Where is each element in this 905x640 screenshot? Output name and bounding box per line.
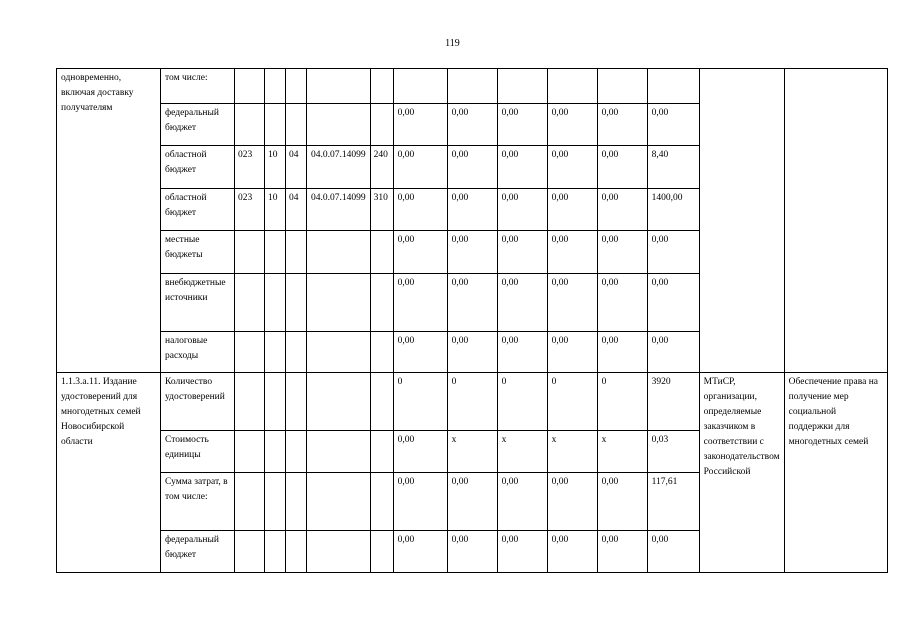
grbs-code: 023 (235, 189, 265, 231)
value-cell: 0,00 (447, 531, 497, 573)
grbs-code: 023 (235, 146, 265, 189)
value-cell: 0,00 (647, 104, 699, 146)
value-cell: 0,00 (393, 531, 447, 573)
value-cell: 0,00 (393, 189, 447, 231)
value-cell: х (497, 431, 547, 473)
value-cell: 0,00 (393, 332, 447, 373)
value-cell: 0,00 (447, 332, 497, 373)
value-cell: 0,00 (393, 473, 447, 531)
value-cell: 0,00 (547, 189, 597, 231)
csr-code (307, 332, 371, 373)
value-cell: 0 (597, 373, 647, 431)
rz-code: 10 (265, 189, 286, 231)
value-cell: 0,00 (597, 146, 647, 189)
value-cell: 0,00 (547, 146, 597, 189)
executor-cell: МТиСР, организации, определяемые заказчиком в соответствии с законодательством Российской (699, 373, 784, 573)
value-cell: 0,00 (447, 473, 497, 531)
pr-code (286, 274, 307, 332)
value-cell: 0,00 (393, 231, 447, 274)
grbs-code (235, 231, 265, 274)
value-cell: 0,00 (647, 231, 699, 274)
csr-code (307, 69, 371, 104)
vr-code (370, 104, 393, 146)
vr-code (370, 231, 393, 274)
source-label: налоговые расходы (161, 332, 235, 373)
grbs-code (235, 69, 265, 104)
grbs-code (235, 332, 265, 373)
rz-code: 10 (265, 146, 286, 189)
value-cell: 0,00 (647, 531, 699, 573)
source-label: внебюджетные источники (161, 274, 235, 332)
value-cell: 0,00 (393, 104, 447, 146)
value-cell: 0,00 (497, 189, 547, 231)
value-cell: 8,40 (647, 146, 699, 189)
source-label: том числе: (161, 69, 235, 104)
source-label: местные бюджеты (161, 231, 235, 274)
value-cell: 0,00 (393, 274, 447, 332)
value-cell: 0,00 (447, 104, 497, 146)
value-cell: 0,00 (447, 146, 497, 189)
source-label: областной бюджет (161, 146, 235, 189)
value-cell: х (447, 431, 497, 473)
value-cell: 0,00 (497, 531, 547, 573)
value-cell: 0,00 (597, 274, 647, 332)
pr-code (286, 69, 307, 104)
value-cell: 0,00 (497, 274, 547, 332)
budget-table (56, 68, 888, 573)
value-cell: 0,00 (597, 473, 647, 531)
rz-code (265, 104, 286, 146)
value-cell: 0,00 (597, 332, 647, 373)
csr-code (307, 104, 371, 146)
value-cell: 0,00 (547, 473, 597, 531)
value-cell: 0,00 (647, 332, 699, 373)
value-cell (647, 69, 699, 104)
vr-code: 240 (370, 146, 393, 189)
pr-code (286, 332, 307, 373)
value-cell: 0,03 (647, 431, 699, 473)
value-cell: 0 (447, 373, 497, 431)
value-cell (597, 69, 647, 104)
value-cell: 0,00 (547, 231, 597, 274)
value-cell: 0,00 (547, 104, 597, 146)
value-cell: 0,00 (597, 231, 647, 274)
value-cell (393, 69, 447, 104)
vr-code (370, 69, 393, 104)
value-cell: 3920 (647, 373, 699, 431)
csr-code: 04.0.07.14099 (307, 189, 371, 231)
value-cell: х (597, 431, 647, 473)
value-cell: 0,00 (447, 274, 497, 332)
rz-code (265, 274, 286, 332)
value-cell: 0,00 (597, 104, 647, 146)
value-cell: 0 (393, 373, 447, 431)
executor-cell (699, 69, 784, 373)
activity-cell: одновременно, включая доставку получателям (57, 69, 161, 373)
grbs-code (235, 104, 265, 146)
rz-code (265, 332, 286, 373)
pr-code (286, 231, 307, 274)
value-cell: 0 (547, 373, 597, 431)
rz-code (265, 69, 286, 104)
value-cell (497, 69, 547, 104)
grbs-code (235, 274, 265, 332)
value-cell: 0,00 (497, 146, 547, 189)
vr-code: 310 (370, 189, 393, 231)
pr-code (286, 104, 307, 146)
value-cell: 0,00 (547, 274, 597, 332)
value-cell: 0,00 (497, 332, 547, 373)
value-cell: 0,00 (597, 531, 647, 573)
table-row (57, 69, 888, 104)
page-number: 119 (445, 38, 460, 49)
result-cell: Обеспечение права на получение мер социальной поддержки для многодетных семей (784, 373, 887, 573)
value-cell (547, 69, 597, 104)
pr-code: 04 (286, 189, 307, 231)
value-cell: 0,00 (497, 473, 547, 531)
csr-code (307, 231, 371, 274)
value-cell: 117,61 (647, 473, 699, 531)
pr-code: 04 (286, 146, 307, 189)
value-cell: 0,00 (547, 332, 597, 373)
value-cell: х (547, 431, 597, 473)
vr-code (370, 274, 393, 332)
source-label: федеральный бюджет (161, 531, 235, 573)
value-cell: 0,00 (497, 104, 547, 146)
rz-code (265, 231, 286, 274)
result-cell (784, 69, 887, 373)
value-cell: 0,00 (547, 531, 597, 573)
source-label: Сумма затрат, в том числе: (161, 473, 235, 531)
value-cell: 0 (497, 373, 547, 431)
table-row (57, 373, 888, 431)
source-label: федеральный бюджет (161, 104, 235, 146)
value-cell: 0,00 (447, 189, 497, 231)
activity-cell: 1.1.3.а.11. Издание удостоверений для многодетных семей Новосибирской области (57, 373, 161, 573)
vr-code (370, 332, 393, 373)
value-cell: 0,00 (497, 231, 547, 274)
source-label: Стоимость единицы (161, 431, 235, 473)
value-cell: 0,00 (393, 146, 447, 189)
value-cell: 0,00 (647, 274, 699, 332)
csr-code: 04.0.07.14099 (307, 146, 371, 189)
value-cell: 0,00 (597, 189, 647, 231)
value-cell (447, 69, 497, 104)
value-cell: 1400,00 (647, 189, 699, 231)
source-label: областной бюджет (161, 189, 235, 231)
source-label: Количество удостоверений (161, 373, 235, 431)
value-cell: 0,00 (393, 431, 447, 473)
value-cell: 0,00 (447, 231, 497, 274)
csr-code (307, 274, 371, 332)
